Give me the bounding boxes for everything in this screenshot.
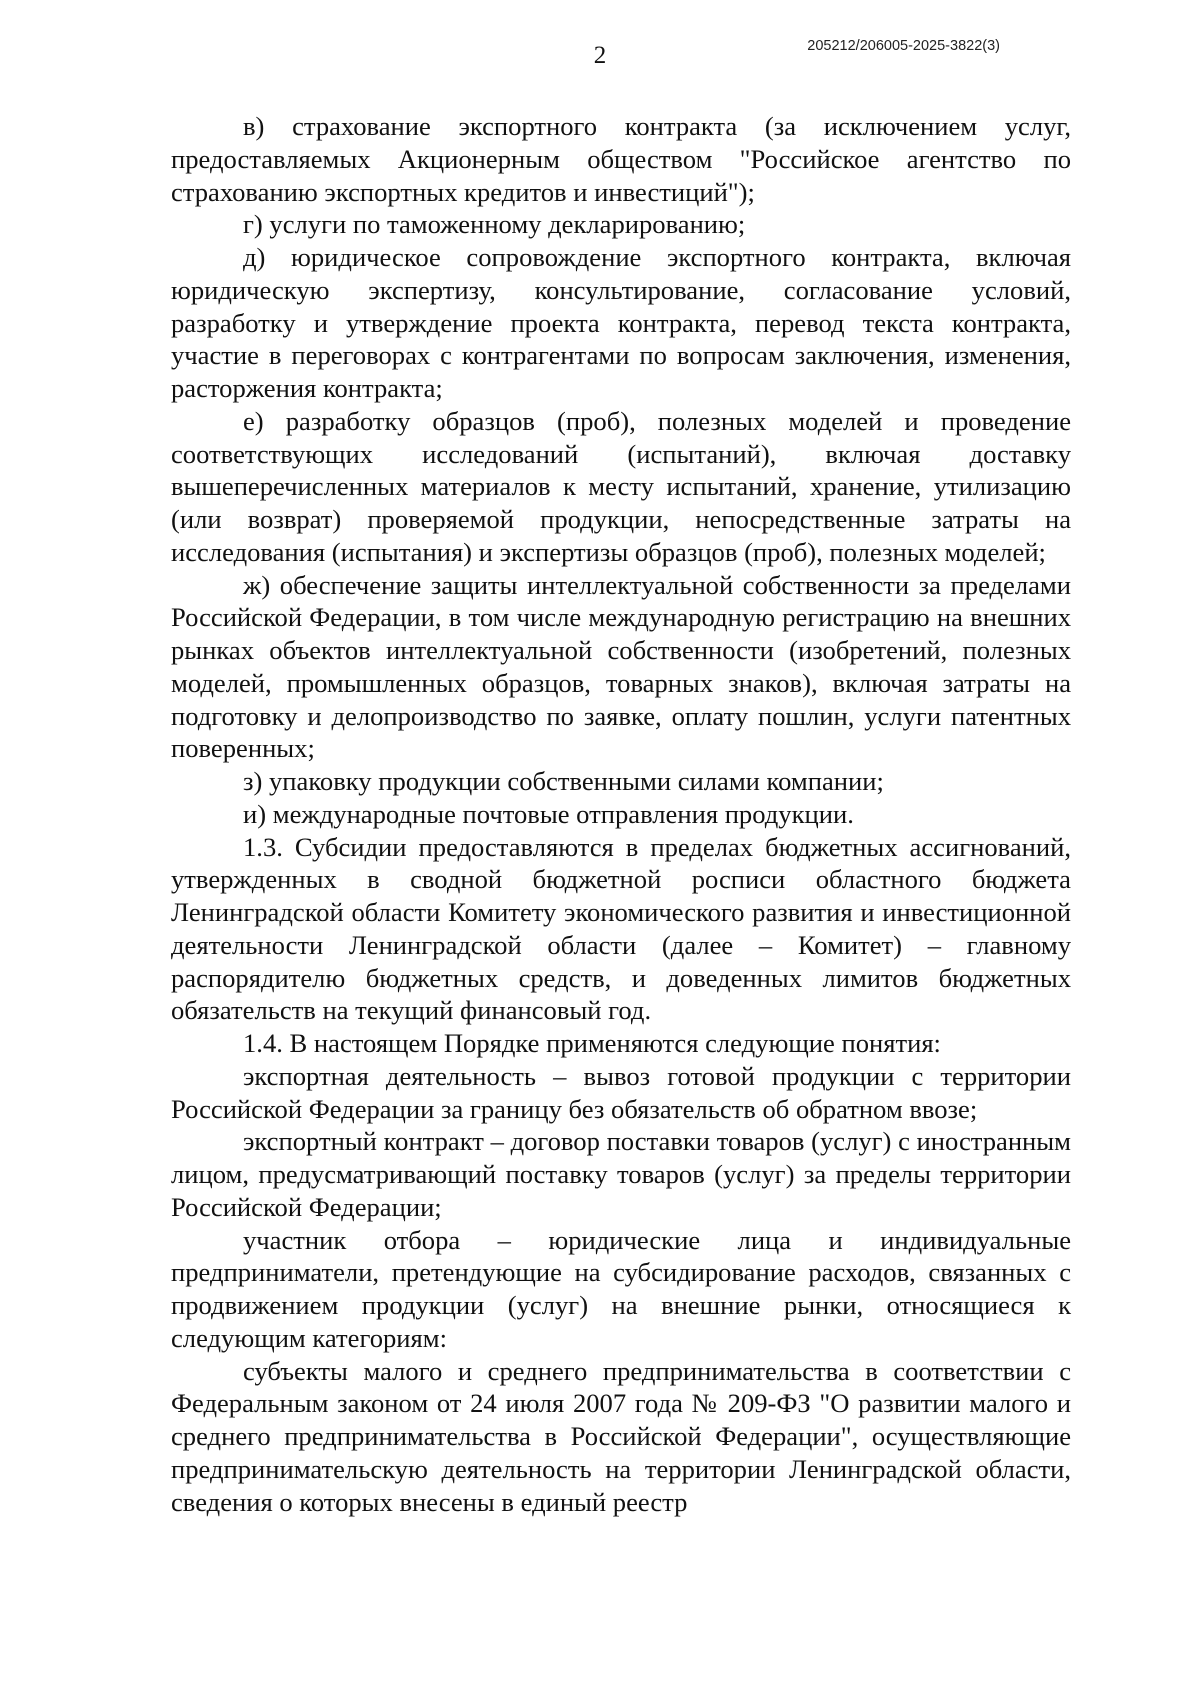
paragraph-section-1-4: 1.4. В настоящем Порядке применяются следующие понятия: <box>243 1028 941 1058</box>
page-number: 2 <box>593 42 607 69</box>
definition-selection-participant: участник отбора – юридические лица и индивидуальные предприниматели, претендующие на субсидирование расходов, связанных с продвижением продукции (услуг) на внешние рынки, относящиеся к следующим категориям: <box>171 1224 1071 1353</box>
document-registration-number: 205212/206005-2025-3822(3) <box>807 38 1000 54</box>
paragraph-item-g: г) услуги по таможенному декларированию; <box>243 209 746 240</box>
paragraph-item-d: д) юридическое сопровождение экспортного контракта, включая юридическую экспертизу, консультирование, согласование условий, разработку и утверждение проекта контракта, перевод текста контракта, участие в переговорах с контрагентами по вопросам заключения, изменения, расторжения контракта; <box>171 242 1071 403</box>
definition-export-contract: экспортный контракт – договор поставки товаров (услуг) с иностранным лицом, предусматривающий поставку товаров (услуг) за пределы территории Российской Федерации; <box>171 1126 1071 1222</box>
paragraph-item-v: в) страхование экспортного контракта (за исключением услуг, предоставляемых Акционерным обществом "Российское агентство по страхованию экспортных кредитов и инвестиций"); <box>171 111 1071 207</box>
paragraph-item-zh: ж) обеспечение защиты интеллектуальной собственности за пределами Российской Федерации, в том числе международную регистрацию на внешних рынках объектов интеллектуальной собственности (изобретений, полезных моделей, промышленных образцов, товарных знаков), включая затраты на подготовку и делопроизводство по заявке, оплату пошлин, услуги патентных поверенных; <box>171 569 1071 764</box>
paragraph-item-z: з) упаковку продукции собственными силами компании; <box>243 766 884 796</box>
paragraph-item-i: и) международные почтовые отправления продукции. <box>243 798 854 829</box>
paragraph-item-e: е) разработку образцов (проб), полезных моделей и проведение соответствующих исследований (испытаний), включая доставку вышеперечисленных материалов к месту испытаний, хранение, утилизацию (или возврат) проверяемой продукции, непосредственные затраты на исследования (испытания) и экспертизы образцов (проб), полезных моделей; <box>171 405 1071 567</box>
definition-sme-subjects: субъекты малого и среднего предпринимательства в соответствии с Федеральным законом от 24 июля 2007 года № 209-ФЗ "О развитии малого и среднего предпринимательства в Российской Федерации", осуществляющие предпринимательскую деятельность на территории Ленинградской области, сведения о которых внесены в единый реестр <box>171 1355 1071 1517</box>
definition-export-activity: экспортная деятельность – вывоз готовой продукции с территории Российской Федерации за границу без обязательств об обратном ввозе; <box>171 1060 1071 1124</box>
document-body <box>171 110 1071 1518</box>
paragraph-section-1-3: 1.3. Субсидии предоставляются в пределах бюджетных ассигнований, утвержденных в сводной бюджетной росписи областного бюджета Ленинградской области Комитету экономического развития и инвестиционной деятельности Ленинградской области (далее – Комитет) – главному распорядителю бюджетных средств, и доведенных лимитов бюджетных обязательств на текущий финансовый год. <box>171 831 1071 1026</box>
